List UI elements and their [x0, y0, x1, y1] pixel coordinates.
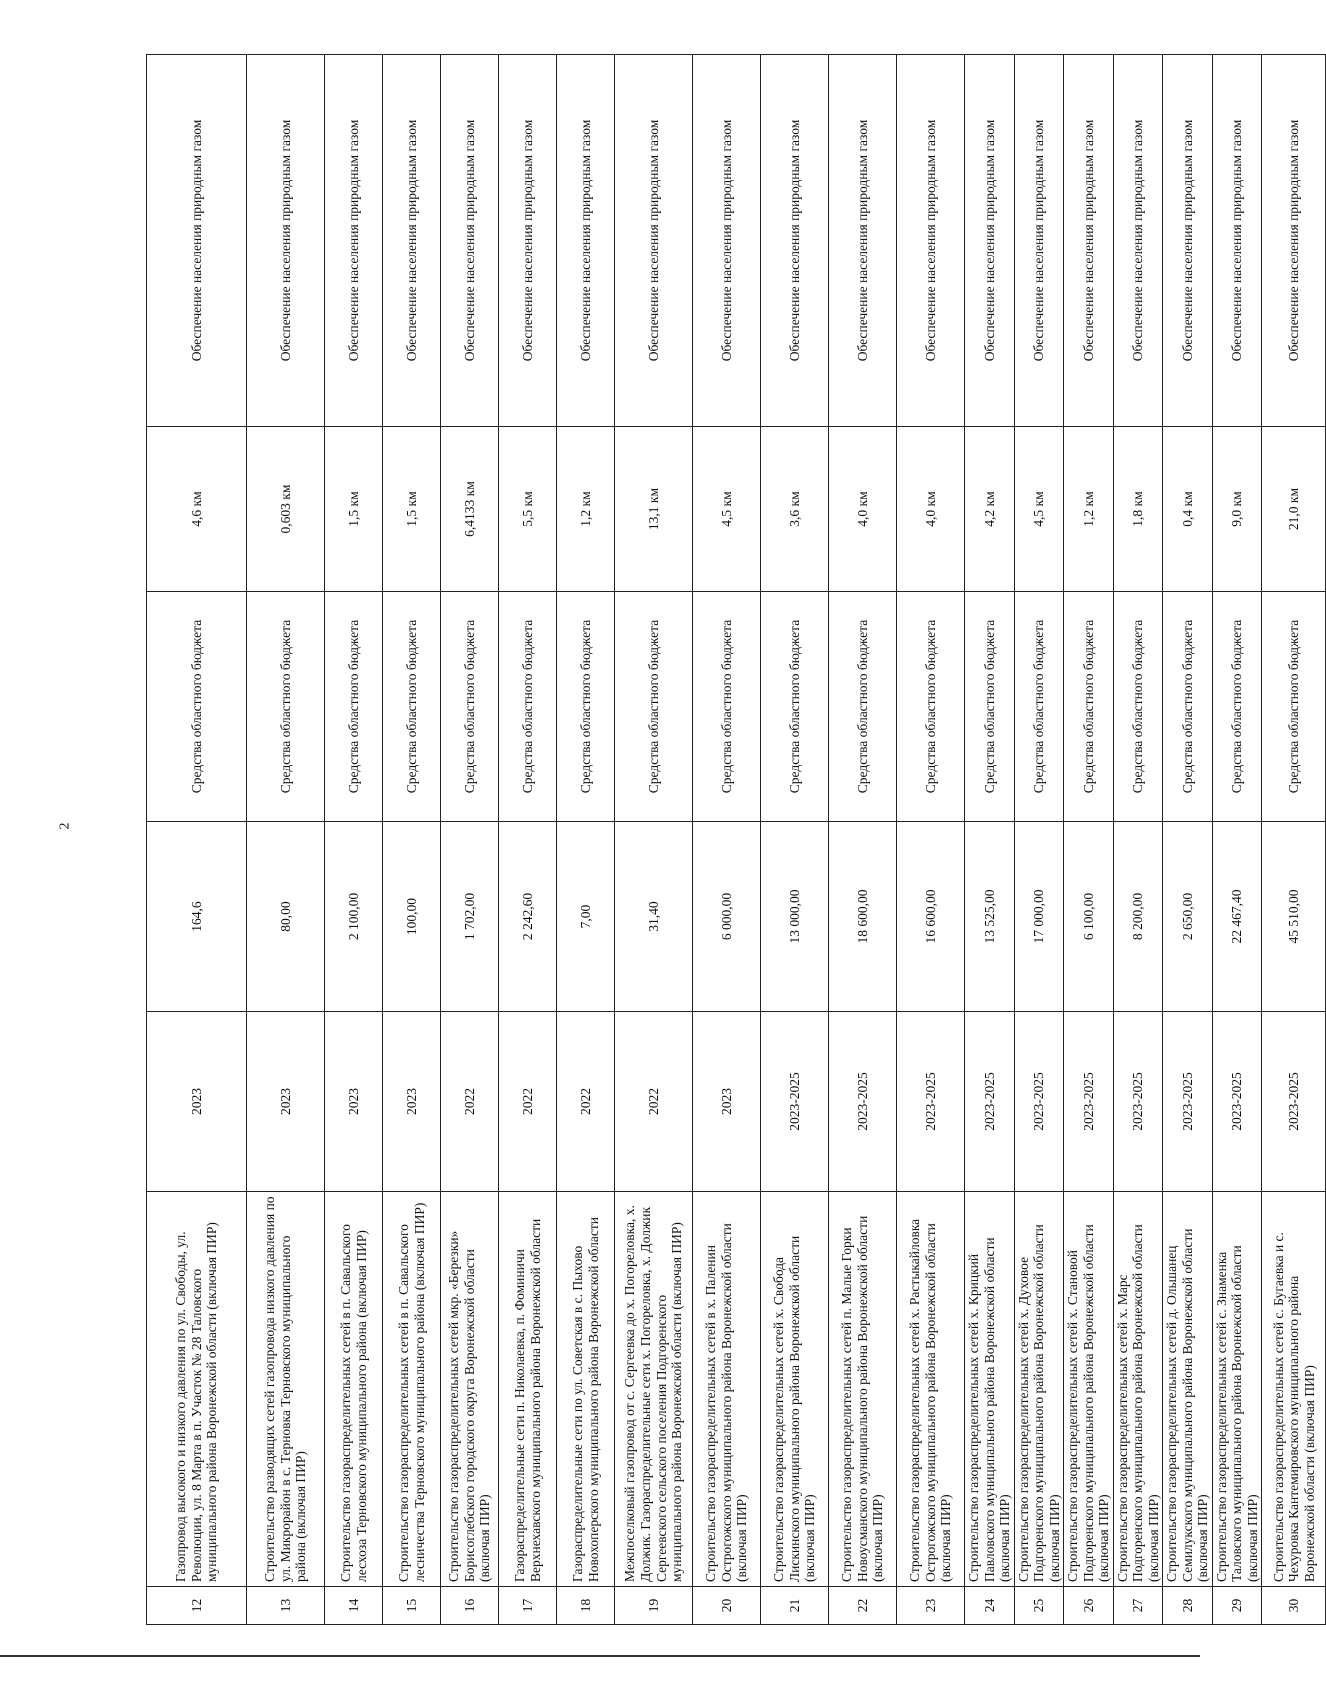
network-length: 0,603 км — [247, 427, 325, 592]
object-name: Строительство газораспределительных сетей д. Ольшанец Семилукского муниципального района Воронежской области (включая ПИР) — [1163, 1192, 1213, 1587]
project-goal: Обеспечение населения природным газом — [1014, 55, 1064, 427]
object-name: Строительство газораспределительных сетей в п. Савальского лесхоза Терновского муниципального района (включая ПИР) — [325, 1192, 383, 1587]
implementation-period: 2023-2025 — [1163, 1012, 1213, 1192]
cost-value: 2 650,00 — [1163, 822, 1213, 1012]
network-length: 4,6 км — [147, 427, 247, 592]
funding-source: Средства областного бюджета — [897, 592, 965, 822]
project-goal: Обеспечение населения природным газом — [829, 55, 897, 427]
table-row — [499, 55, 557, 1625]
project-goal: Обеспечение населения природным газом — [499, 55, 557, 427]
funding-source: Средства областного бюджета — [557, 592, 615, 822]
table-row — [147, 55, 247, 1625]
network-length: 1,5 км — [325, 427, 383, 592]
table-row — [441, 55, 499, 1625]
row-number: 15 — [383, 1587, 441, 1625]
object-name: Строительство газораспределительных сетей в п. Савальского лесничества Терновского муниципального района (включая ПИР) — [383, 1192, 441, 1587]
cost-value: 18 600,00 — [829, 822, 897, 1012]
table-row — [1014, 55, 1064, 1625]
implementation-period: 2023-2025 — [829, 1012, 897, 1192]
cost-value: 100,00 — [383, 822, 441, 1012]
funding-source: Средства областного бюджета — [1113, 592, 1163, 822]
table-row — [897, 55, 965, 1625]
object-name: Строительство газораспределительных сетей х. Растыкайловка Острогожского муниципального района Воронежской области (включая ПИР) — [897, 1192, 965, 1587]
network-length: 1,5 км — [383, 427, 441, 592]
object-name: Строительство газораспределительных сетей с. Знаменка Таловского муниципального района Воронежской области (включая ПИР) — [1212, 1192, 1262, 1587]
table-row — [1064, 55, 1114, 1625]
object-name: Строительство газораспределительных сетей х. Становой Подгоренского муниципального района Воронежской области (включая ПИР) — [1064, 1192, 1114, 1587]
implementation-period: 2023-2025 — [897, 1012, 965, 1192]
funding-source: Средства областного бюджета — [1014, 592, 1064, 822]
row-number: 17 — [499, 1587, 557, 1625]
table-row — [761, 55, 829, 1625]
object-name: Газораспределительные сети п. Николаевка, п. Фоминичи Верхнехавского муниципального района Воронежской области — [499, 1192, 557, 1587]
funding-source: Средства областного бюджета — [693, 592, 761, 822]
table-row — [965, 55, 1015, 1625]
project-goal: Обеспечение населения природным газом — [325, 55, 383, 427]
implementation-period: 2023-2025 — [1212, 1012, 1262, 1192]
row-number: 30 — [1262, 1587, 1326, 1625]
implementation-period: 2023-2025 — [1262, 1012, 1326, 1192]
network-length: 21,0 км — [1262, 427, 1326, 592]
row-number: 28 — [1163, 1587, 1213, 1625]
network-length: 4,2 км — [965, 427, 1015, 592]
funding-source: Средства областного бюджета — [615, 592, 693, 822]
cost-value: 6 000,00 — [693, 822, 761, 1012]
network-length: 1,2 км — [1064, 427, 1114, 592]
cost-value: 17 000,00 — [1014, 822, 1064, 1012]
row-number: 14 — [325, 1587, 383, 1625]
table-row — [615, 55, 693, 1625]
funding-source: Средства областного бюджета — [761, 592, 829, 822]
funding-source: Средства областного бюджета — [325, 592, 383, 822]
object-name: Строительство газораспределительных сетей х. Марс Подгоренского муниципального района Воронежской области (включая ПИР) — [1113, 1192, 1163, 1587]
project-goal: Обеспечение населения природным газом — [1113, 55, 1163, 427]
row-number: 25 — [1014, 1587, 1064, 1625]
object-name: Газопровод высокого и низкого давления по ул. Свободы, ул. Революции, ул. 8 Марта в п. Участок № 28 Таловского муниципального района Воронежской области (включая ПИР) — [147, 1192, 247, 1587]
gas-network-projects-table — [146, 54, 1326, 1625]
network-length: 1,2 км — [557, 427, 615, 592]
network-length: 9,0 км — [1212, 427, 1262, 592]
table-row — [1212, 55, 1262, 1625]
table-row — [383, 55, 441, 1625]
project-goal: Обеспечение населения природным газом — [1064, 55, 1114, 427]
cost-value: 1 702,00 — [441, 822, 499, 1012]
implementation-period: 2023-2025 — [965, 1012, 1015, 1192]
network-length: 6,4133 км — [441, 427, 499, 592]
object-name: Строительство газораспределительных сетей с. Бугаевка и с. Чехуровка Кантемировского муниципального района Воронежской области (включая ПИР) — [1262, 1192, 1326, 1587]
object-name: Строительство газораспределительных сетей х. Крицкий Павловского муниципального района Воронежской области (включая ПИР) — [965, 1192, 1015, 1587]
project-goal: Обеспечение населения природным газом — [1163, 55, 1213, 427]
table-body — [147, 55, 1326, 1625]
implementation-period: 2023 — [247, 1012, 325, 1192]
object-name: Строительство газораспределительных сетей х. Духовое Подгоренского муниципального района Воронежской области (включая ПИР) — [1014, 1192, 1064, 1587]
cost-value: 2 100,00 — [325, 822, 383, 1012]
network-length: 4,5 км — [1014, 427, 1064, 592]
table-row — [325, 55, 383, 1625]
object-name: Строительство газораспределительных сетей п. Малые Горки Новоусманского муниципального района Воронежской области (включая ПИР) — [829, 1192, 897, 1587]
network-length: 4,0 км — [897, 427, 965, 592]
funding-source: Средства областного бюджета — [1212, 592, 1262, 822]
object-name: Газораспределительные сети по ул. Советская в с. Пыхово Новохоперского муниципального района Воронежской области — [557, 1192, 615, 1587]
table-row — [829, 55, 897, 1625]
table-row — [557, 55, 615, 1625]
project-goal: Обеспечение населения природным газом — [693, 55, 761, 427]
row-number: 16 — [441, 1587, 499, 1625]
network-length: 13,1 км — [615, 427, 693, 592]
table-row — [1163, 55, 1213, 1625]
implementation-period: 2023-2025 — [761, 1012, 829, 1192]
row-number: 29 — [1212, 1587, 1262, 1625]
network-length: 0,4 км — [1163, 427, 1213, 592]
cost-value: 7,00 — [557, 822, 615, 1012]
cost-value: 164,6 — [147, 822, 247, 1012]
row-number: 27 — [1113, 1587, 1163, 1625]
implementation-period: 2023 — [147, 1012, 247, 1192]
project-goal: Обеспечение населения природным газом — [615, 55, 693, 427]
implementation-period: 2023-2025 — [1064, 1012, 1114, 1192]
cost-value: 13 525,00 — [965, 822, 1015, 1012]
implementation-period: 2023 — [325, 1012, 383, 1192]
project-goal: Обеспечение населения природным газом — [897, 55, 965, 427]
project-goal: Обеспечение населения природным газом — [247, 55, 325, 427]
row-number: 21 — [761, 1587, 829, 1625]
project-goal: Обеспечение населения природным газом — [1212, 55, 1262, 427]
object-name: Строительство разводящих сетей газопровода низкого давления по ул. Микрорайон в с. Терновка Терновского муниципального района (включая ПИР) — [247, 1192, 325, 1587]
implementation-period: 2022 — [615, 1012, 693, 1192]
rotated-table-wrapper — [146, 55, 1317, 1625]
funding-source: Средства областного бюджета — [965, 592, 1015, 822]
scan-edge-line — [0, 1655, 1200, 1657]
project-goal: Обеспечение населения природным газом — [557, 55, 615, 427]
row-number: 22 — [829, 1587, 897, 1625]
funding-source: Средства областного бюджета — [247, 592, 325, 822]
page-number: 2 — [57, 822, 73, 830]
row-number: 23 — [897, 1587, 965, 1625]
table-row — [1113, 55, 1163, 1625]
network-length: 1,8 км — [1113, 427, 1163, 592]
project-goal: Обеспечение населения природным газом — [1262, 55, 1326, 427]
project-goal: Обеспечение населения природным газом — [965, 55, 1015, 427]
implementation-period: 2023 — [383, 1012, 441, 1192]
table-row — [247, 55, 325, 1625]
object-name: Строительство газораспределительных сетей х. Свобода Лискинского муниципального района Воронежской области (включая ПИР) — [761, 1192, 829, 1587]
object-name: Строительство газораспределительных сетей мкр. «Березки» Борисоглебского городского округа Воронежской области (включая ПИР) — [441, 1192, 499, 1587]
implementation-period: 2022 — [441, 1012, 499, 1192]
network-length: 4,5 км — [693, 427, 761, 592]
implementation-period: 2022 — [557, 1012, 615, 1192]
funding-source: Средства областного бюджета — [441, 592, 499, 822]
funding-source: Средства областного бюджета — [1064, 592, 1114, 822]
row-number: 26 — [1064, 1587, 1114, 1625]
row-number: 20 — [693, 1587, 761, 1625]
network-length: 4,0 км — [829, 427, 897, 592]
project-goal: Обеспечение населения природным газом — [383, 55, 441, 427]
cost-value: 31,40 — [615, 822, 693, 1012]
funding-source: Средства областного бюджета — [829, 592, 897, 822]
funding-source: Средства областного бюджета — [1262, 592, 1326, 822]
cost-value: 8 200,00 — [1113, 822, 1163, 1012]
implementation-period: 2023-2025 — [1014, 1012, 1064, 1192]
object-name: Межпоселковый газопровод от с. Сергеевка до х. Погореловка, х. Должик. Газораспределительные сети х. Погореловка, х. Должик Сергеевского сельского поселения Подгоренского муниципального района Воронежской области (включая ПИР) — [615, 1192, 693, 1587]
cost-value: 6 100,00 — [1064, 822, 1114, 1012]
project-goal: Обеспечение населения природным газом — [147, 55, 247, 427]
cost-value: 80,00 — [247, 822, 325, 1012]
funding-source: Средства областного бюджета — [1163, 592, 1213, 822]
network-length: 5,5 км — [499, 427, 557, 592]
project-goal: Обеспечение населения природным газом — [761, 55, 829, 427]
implementation-period: 2022 — [499, 1012, 557, 1192]
implementation-period: 2023-2025 — [1113, 1012, 1163, 1192]
cost-value: 16 600,00 — [897, 822, 965, 1012]
cost-value: 22 467,40 — [1212, 822, 1262, 1012]
project-goal: Обеспечение населения природным газом — [441, 55, 499, 427]
row-number: 13 — [247, 1587, 325, 1625]
funding-source: Средства областного бюджета — [383, 592, 441, 822]
row-number: 19 — [615, 1587, 693, 1625]
implementation-period: 2023 — [693, 1012, 761, 1192]
cost-value: 45 510,00 — [1262, 822, 1326, 1012]
network-length: 3,6 км — [761, 427, 829, 592]
funding-source: Средства областного бюджета — [499, 592, 557, 822]
row-number: 18 — [557, 1587, 615, 1625]
table-row — [693, 55, 761, 1625]
funding-source: Средства областного бюджета — [147, 592, 247, 822]
cost-value: 2 242,60 — [499, 822, 557, 1012]
table-row — [1262, 55, 1326, 1625]
cost-value: 13 000,00 — [761, 822, 829, 1012]
object-name: Строительство газораспределительных сетей в х. Паленин Острогожского муниципального района Воронежской области (включая ПИР) — [693, 1192, 761, 1587]
row-number: 12 — [147, 1587, 247, 1625]
row-number: 24 — [965, 1587, 1015, 1625]
